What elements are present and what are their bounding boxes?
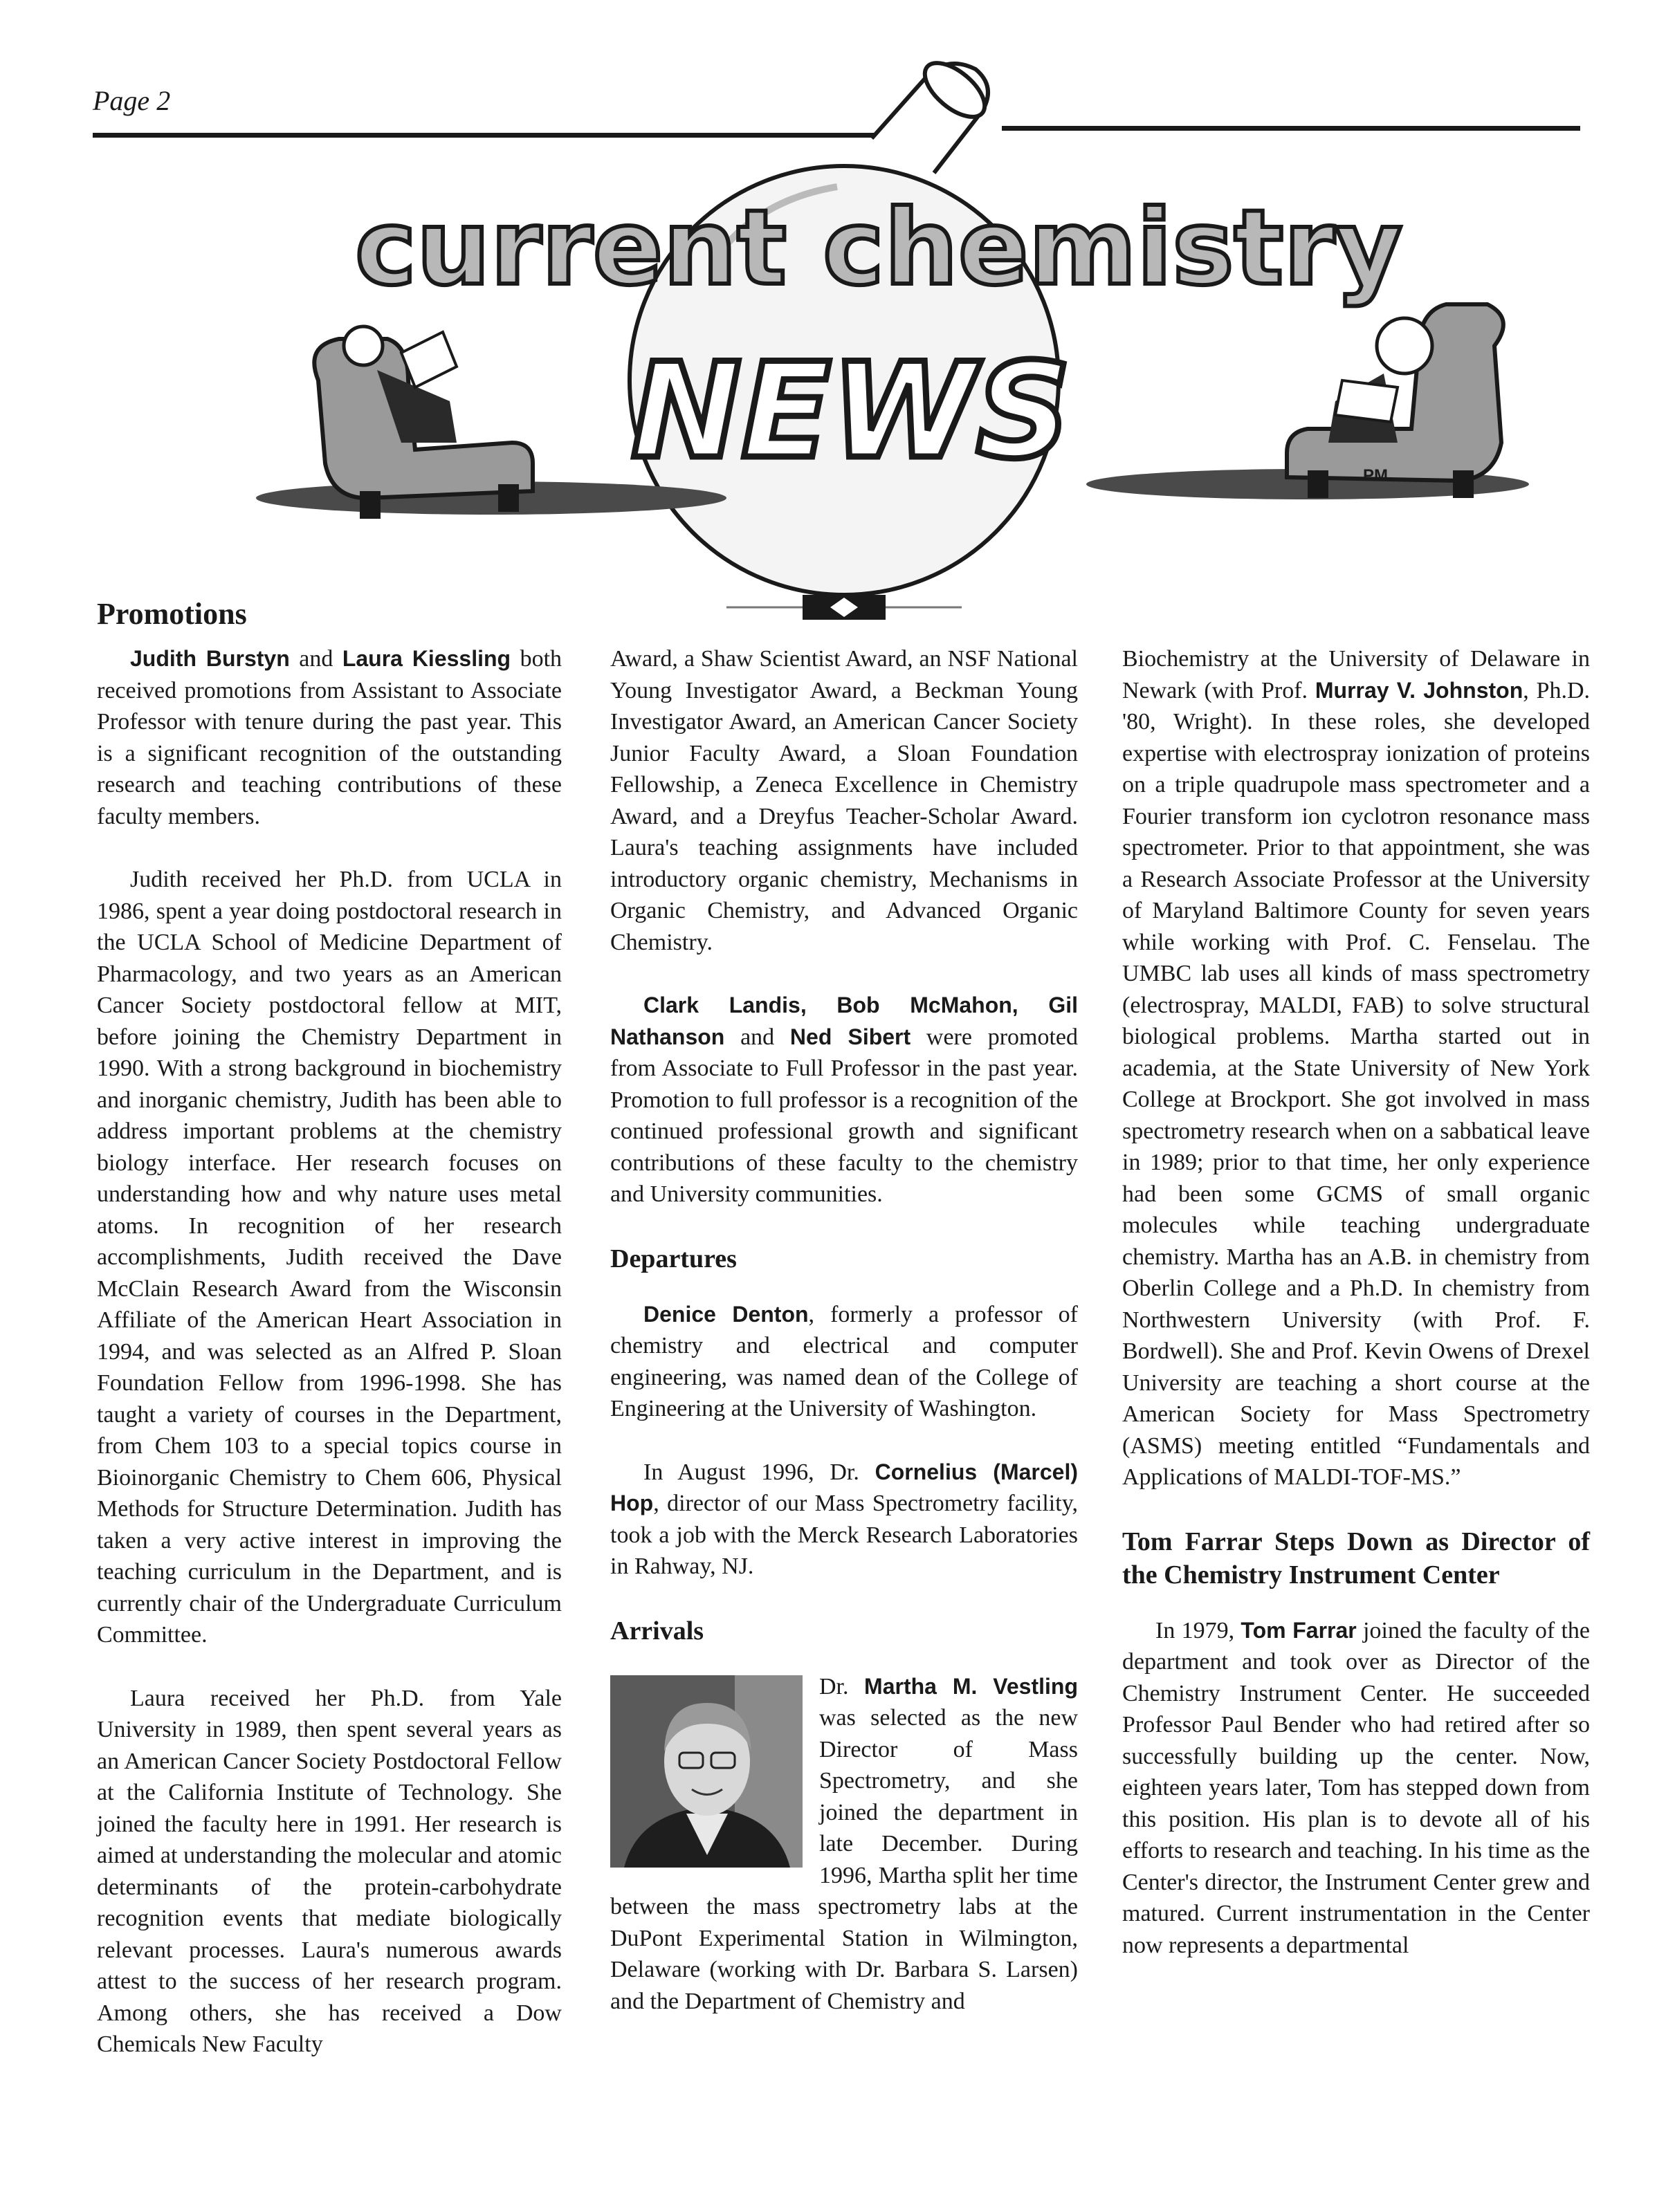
heading-arrivals: Arrivals bbox=[610, 1616, 704, 1646]
name-ned-sibert: Ned Sibert bbox=[789, 1024, 911, 1049]
heading-farrar: Tom Farrar Steps Down as Director of the Chemistry Instrument Center bbox=[1122, 1527, 1590, 1589]
heading-departures: Departures bbox=[610, 1244, 737, 1273]
paragraph-denton: Denice Denton, formerly a professor of chemistry and electrical and computer engineering, was named dean of the College of Engineering at the University of Washington. bbox=[610, 1301, 1078, 1421]
name-laura-kiessling: Laura Kiessling bbox=[342, 646, 511, 671]
promotions-intro: Judith Burstyn and Laura Kiessling both received promotions from Assistant to Associate Professor with tenure during the past year. This is a significant recognition of the outstanding research and teaching contributions of these faculty members. bbox=[97, 646, 562, 829]
masthead-line2: NEWS bbox=[631, 335, 1071, 488]
masthead-logo bbox=[228, 55, 1529, 609]
portrait-photo bbox=[610, 1675, 803, 1868]
paragraph-laura-continued: Award, a Shaw Scientist Award, an NSF National Young Investigator Award, a Beckman Young Investigator Award, an American Cancer Society Junior Faculty Award, a Sloan Foundation Fellowship, a Zeneca Excellence in Chemistry Award, and a Dreyfus Teacher-Scholar Award. Laura's teaching assignments have included introductory organic chemistry, Mechanisms in Organic Chemistry, and Advanced Organic Chemistry. bbox=[610, 646, 1078, 955]
paragraph-laura: Laura received her Ph.D. from Yale University in 1989, then spent several years as an American Cancer Society Postdoctoral Fellow at the California Institute of Technology. She joined the faculty here in 1991. Her research is aimed at understanding the molecular and atomic determinants of the protein-carbohydrate recognition events that mediate biologically relevant processes. Laura's numerous awards attest to the success of her research program. Among others, she has received a Dow Chemicals New Faculty bbox=[97, 1685, 562, 2057]
name-judith-burstyn: Judith Burstyn bbox=[130, 646, 290, 671]
paragraph-vestling: Dr. Martha M. Vestling was selected as the new Director of Mass Spectrometry, and she joined the department in late December. During 1996, Martha split her time between the mass spectrometry labs at the DuPont Experimental Station in Wilmington, Delaware (working with Dr. Barbara S. Larsen) and the Department of Chemistry and bbox=[610, 1673, 1079, 2014]
heading-promotions: Promotions bbox=[97, 597, 247, 631]
name-denice-denton: Denice Denton bbox=[643, 1301, 809, 1327]
artist-initials: PM bbox=[1363, 466, 1388, 485]
names-promoted-full: Clark Landis, Bob McMahon, Gil Nathanson bbox=[610, 993, 1078, 1049]
name-cornelius-hop: Cornelius (Marcel) Hop bbox=[610, 1459, 1078, 1515]
page-number: Page 2 bbox=[93, 85, 171, 116]
paragraph-hop: In August 1996, Dr. Cornelius (Marcel) Hop, director of our Mass Spectrometry facility, took a job with the Merck Research Laboratories in Rahway, NJ. bbox=[610, 1459, 1078, 1579]
masthead-line1: current chemistry bbox=[355, 188, 1402, 308]
paragraph-farrar: In 1979, Tom Farrar joined the faculty of the department and took over as Director of the Chemistry Instrument Center. He succeeded Professor Paul Bender who had retired after so successfully building up the center. Now, eighteen years later, Tom has stepped down from this position. His plan is to devote all of his efforts to research and teaching. In his time as the Center's director, the Instrument Center grew and matured. Current instrumentation in the Center now represents a departmental bbox=[1122, 1617, 1590, 1958]
paragraph-full-professors: Clark Landis, Bob McMahon, Gil Nathanson and Ned Sibert were promoted from Associate to Full Professor in the past year. Promotion to full professor is a recognition of the continued professional growth and significant contributions of these faculty to the chemistry and University communities. bbox=[610, 993, 1078, 1207]
name-tom-farrar: Tom Farrar bbox=[1241, 1617, 1357, 1643]
name-murray-johnston: Murray V. Johnston bbox=[1315, 677, 1523, 703]
paragraph-vestling-continued: Biochemistry at the University of Delaware in Newark (with Prof. Murray V. Johnston, Ph.D. '80, Wright). In these roles, she developed expertise with electrospray ionization of proteins on a triple quadrupole mass spectrometer and a Fourier transform ion cyclotron resonance mass spectrometer. Prior to that appointment, she was a Research Associate Professor at the University of Maryland Baltimore County for seven years while working with Prof. C. Fenselau. The UMBC lab uses all kinds of mass spectrometry (electrospray, MALDI, FAB) to solve structural biological problems. Martha started out in academia, at the State University of New York College at Brockport. She got involved in mass spectrometry research when on a sabbatical leave in 1989; prior to that time, her only experience had been some GCMS of small organic molecules while teaching undergraduate chemistry. Martha has an A.B. in chemistry from Oberlin College and a Ph.D. In chemistry from Northwestern University (with Prof. F. Bordwell). She and Prof. Kevin Owens of Drexel University are teaching a short course at the American Society for Mass Spectrometry (ASMS) meeting entitled “Fundamentals and Applications of MALDI-TOF-MS.” bbox=[1122, 646, 1591, 1490]
paragraph-judith: Judith received her Ph.D. from UCLA in 1986, spent a year doing postdoctoral research in the UCLA School of Medicine Department of Pharmacology, and two years as an American Cancer Society postdoctoral fellow at MIT, before joining the Chemistry Department in 1990. With a strong background in biochemistry and inorganic chemistry, Judith has been able to address important problems at the chemistry biology interface. Her research focuses on understanding how and why nature uses metal atoms. In recognition of her research accomplishments, Judith received the Dave McClain Research Award from the Wisconsin Affiliate of the American Heart Association in 1994, and was selected as an Alfred P. Sloan Foundation Fellow from 1996-1998. She has taught a variety of courses in the Department, from Chem 103 to a special topics course in Bioinorganic Chemistry to Chem 606, Physical Methods for Structure Determination. Judith has taken a very active interest in improving the teaching curriculum in the Department, and is currently chair of the Undergraduate Curriculum Committee. bbox=[97, 867, 562, 1648]
section-ornament bbox=[726, 592, 962, 623]
column-3 bbox=[1122, 643, 1590, 1993]
column-1 bbox=[97, 597, 562, 2092]
column-2 bbox=[610, 643, 1078, 2049]
name-martha-vestling: Martha M. Vestling bbox=[864, 1673, 1079, 1699]
